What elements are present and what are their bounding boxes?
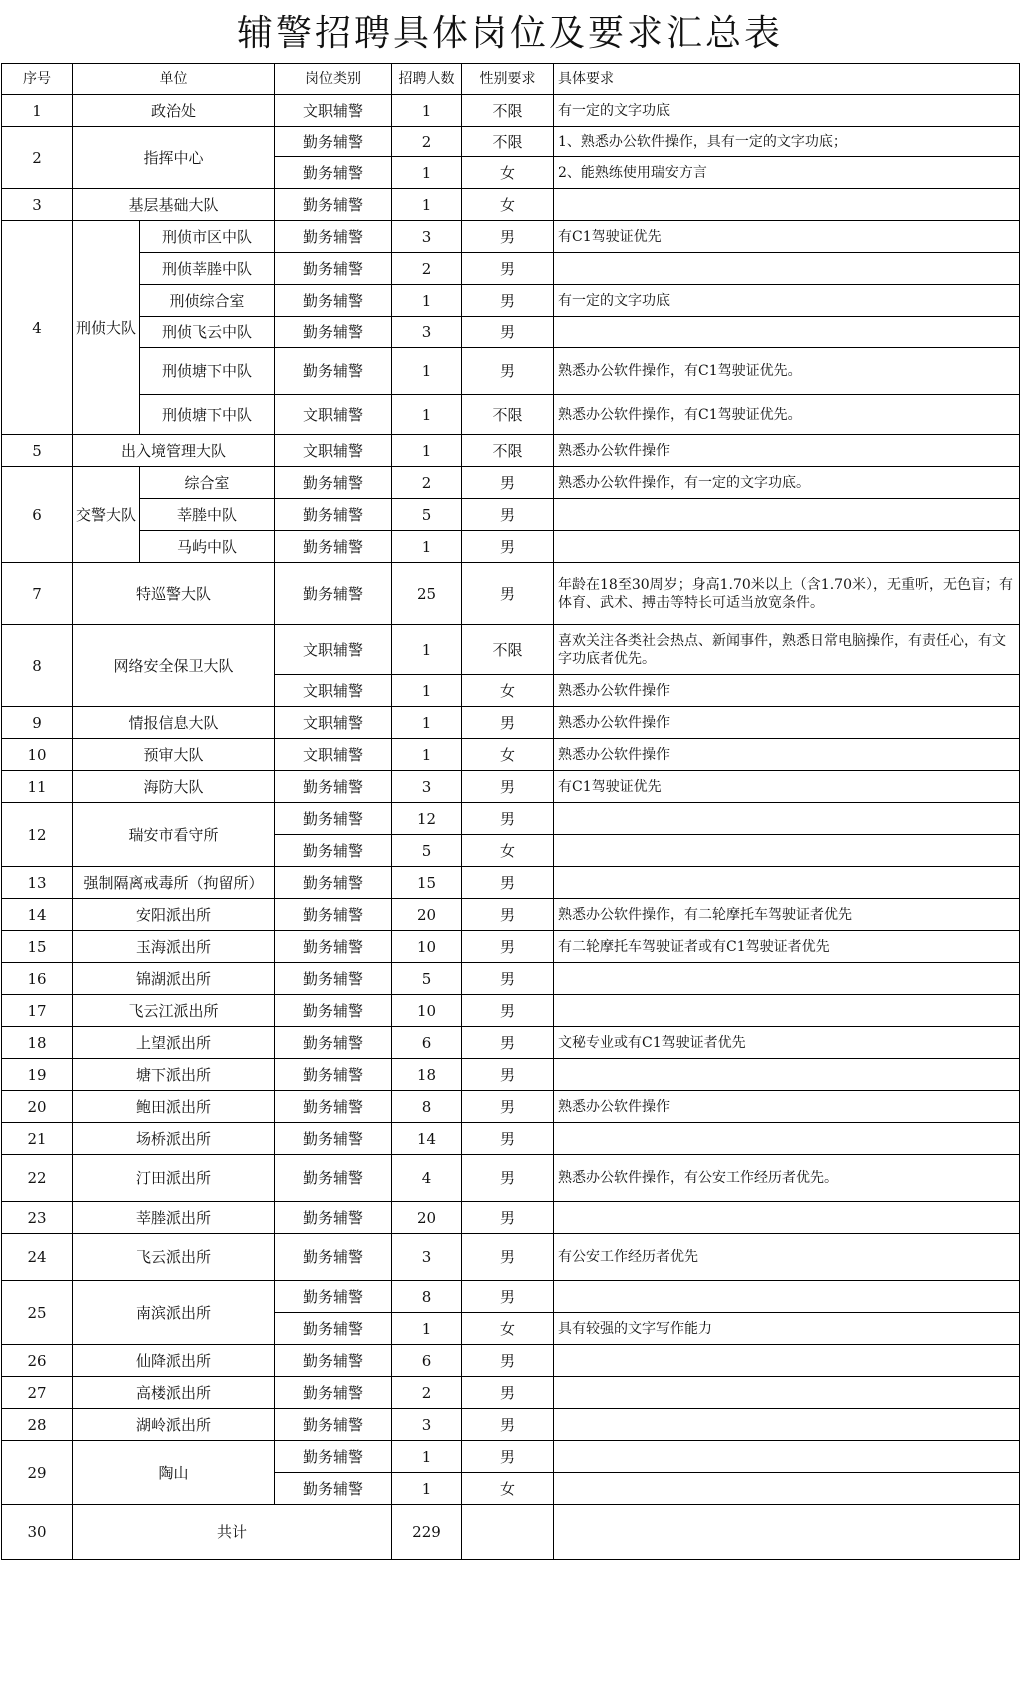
row-no: 26 bbox=[2, 1345, 73, 1377]
gender-requirement: 女 bbox=[462, 157, 554, 189]
table-row bbox=[2, 499, 1020, 531]
specific-requirement: 熟悉办公软件操作 bbox=[554, 739, 1020, 771]
specific-requirement: 2、能熟练使用瑞安方言 bbox=[554, 157, 1020, 189]
table-row bbox=[2, 867, 1020, 899]
recruit-count: 1 bbox=[392, 675, 462, 707]
position-type: 勤务辅警 bbox=[275, 348, 392, 395]
row-no: 9 bbox=[2, 707, 73, 739]
unit-name: 飞云派出所 bbox=[73, 1234, 275, 1281]
recruit-count: 5 bbox=[392, 499, 462, 531]
recruit-count: 2 bbox=[392, 253, 462, 285]
table-row bbox=[2, 1234, 1020, 1281]
position-type: 勤务辅警 bbox=[275, 1409, 392, 1441]
gender-requirement: 男 bbox=[462, 467, 554, 499]
subunit-name: 刑侦塘下中队 bbox=[140, 395, 275, 435]
subunit-name: 综合室 bbox=[140, 467, 275, 499]
table-row bbox=[2, 563, 1020, 625]
recruit-count: 8 bbox=[392, 1281, 462, 1313]
specific-requirement: 熟悉办公软件操作 bbox=[554, 675, 1020, 707]
empty-cell bbox=[462, 1505, 554, 1560]
recruit-count: 1 bbox=[392, 625, 462, 675]
table-row bbox=[2, 189, 1020, 221]
gender-requirement: 男 bbox=[462, 1441, 554, 1473]
position-type: 勤务辅警 bbox=[275, 1155, 392, 1202]
recruit-count: 20 bbox=[392, 1202, 462, 1234]
table-row bbox=[2, 1155, 1020, 1202]
specific-requirement: 具有较强的文字写作能力 bbox=[554, 1313, 1020, 1345]
row-no: 2 bbox=[2, 127, 73, 189]
specific-requirement bbox=[554, 1345, 1020, 1377]
recruit-count: 1 bbox=[392, 285, 462, 317]
position-type: 勤务辅警 bbox=[275, 867, 392, 899]
recruit-count: 14 bbox=[392, 1123, 462, 1155]
recruit-count: 3 bbox=[392, 1234, 462, 1281]
recruit-count: 20 bbox=[392, 899, 462, 931]
row-no: 28 bbox=[2, 1409, 73, 1441]
position-type: 勤务辅警 bbox=[275, 1377, 392, 1409]
specific-requirement: 有一定的文字功底 bbox=[554, 285, 1020, 317]
position-type: 勤务辅警 bbox=[275, 499, 392, 531]
recruit-count: 2 bbox=[392, 1377, 462, 1409]
subunit-name: 刑侦飞云中队 bbox=[140, 317, 275, 348]
gender-requirement: 男 bbox=[462, 221, 554, 253]
table-row bbox=[2, 253, 1020, 285]
position-type: 勤务辅警 bbox=[275, 221, 392, 253]
table-row bbox=[2, 771, 1020, 803]
gender-requirement: 男 bbox=[462, 253, 554, 285]
table-row bbox=[2, 995, 1020, 1027]
specific-requirement bbox=[554, 867, 1020, 899]
specific-requirement bbox=[554, 317, 1020, 348]
row-no: 6 bbox=[2, 467, 73, 563]
specific-requirement: 有二轮摩托车驾驶证者或有C1驾驶证者优先 bbox=[554, 931, 1020, 963]
row-no: 30 bbox=[2, 1505, 73, 1560]
unit-name: 海防大队 bbox=[73, 771, 275, 803]
gender-requirement: 男 bbox=[462, 348, 554, 395]
position-type: 勤务辅警 bbox=[275, 1234, 392, 1281]
row-no: 27 bbox=[2, 1377, 73, 1409]
gender-requirement: 男 bbox=[462, 285, 554, 317]
subunit-name: 刑侦塘下中队 bbox=[140, 348, 275, 395]
recruit-count: 4 bbox=[392, 1155, 462, 1202]
row-no: 20 bbox=[2, 1091, 73, 1123]
position-type: 勤务辅警 bbox=[275, 1313, 392, 1345]
position-type: 勤务辅警 bbox=[275, 803, 392, 835]
specific-requirement bbox=[554, 995, 1020, 1027]
table-row bbox=[2, 1091, 1020, 1123]
recruit-count: 2 bbox=[392, 467, 462, 499]
subunit-name: 刑侦莘塍中队 bbox=[140, 253, 275, 285]
table-row bbox=[2, 1441, 1020, 1473]
specific-requirement bbox=[554, 253, 1020, 285]
position-type: 勤务辅警 bbox=[275, 157, 392, 189]
table-row bbox=[2, 1281, 1020, 1313]
recruit-count: 25 bbox=[392, 563, 462, 625]
row-no: 16 bbox=[2, 963, 73, 995]
row-no: 13 bbox=[2, 867, 73, 899]
recruit-count: 2 bbox=[392, 127, 462, 157]
specific-requirement bbox=[554, 531, 1020, 563]
recruit-count: 3 bbox=[392, 317, 462, 348]
position-type: 勤务辅警 bbox=[275, 835, 392, 867]
unit-name: 上望派出所 bbox=[73, 1027, 275, 1059]
position-type: 勤务辅警 bbox=[275, 995, 392, 1027]
gender-requirement: 不限 bbox=[462, 95, 554, 127]
gender-requirement: 男 bbox=[462, 1345, 554, 1377]
recruit-count: 3 bbox=[392, 1409, 462, 1441]
table-row bbox=[2, 963, 1020, 995]
specific-requirement bbox=[554, 189, 1020, 221]
position-type: 勤务辅警 bbox=[275, 127, 392, 157]
recruit-count: 12 bbox=[392, 803, 462, 835]
position-type: 勤务辅警 bbox=[275, 1202, 392, 1234]
position-type: 文职辅警 bbox=[275, 625, 392, 675]
header-count: 招聘人数 bbox=[392, 64, 462, 95]
gender-requirement: 男 bbox=[462, 707, 554, 739]
gender-requirement: 男 bbox=[462, 867, 554, 899]
gender-requirement: 男 bbox=[462, 1377, 554, 1409]
specific-requirement bbox=[554, 1409, 1020, 1441]
row-no: 3 bbox=[2, 189, 73, 221]
unit-name: 南滨派出所 bbox=[73, 1281, 275, 1345]
unit-name: 场桥派出所 bbox=[73, 1123, 275, 1155]
recruit-count: 1 bbox=[392, 157, 462, 189]
specific-requirement bbox=[554, 963, 1020, 995]
unit-name: 强制隔离戒毒所（拘留所） bbox=[73, 867, 275, 899]
row-no: 17 bbox=[2, 995, 73, 1027]
specific-requirement: 有一定的文字功底 bbox=[554, 95, 1020, 127]
specific-requirement: 喜欢关注各类社会热点、新闻事件，熟悉日常电脑操作，有责任心，有文字功底者优先。 bbox=[554, 625, 1020, 675]
specific-requirement: 熟悉办公软件操作，有C1驾驶证优先。 bbox=[554, 348, 1020, 395]
position-type: 文职辅警 bbox=[275, 435, 392, 467]
header-position-type: 岗位类别 bbox=[275, 64, 392, 95]
row-no: 25 bbox=[2, 1281, 73, 1345]
gender-requirement: 男 bbox=[462, 531, 554, 563]
row-no: 12 bbox=[2, 803, 73, 867]
unit-name: 政治处 bbox=[73, 95, 275, 127]
unit-name: 鲍田派出所 bbox=[73, 1091, 275, 1123]
recruit-count: 1 bbox=[392, 1473, 462, 1505]
subunit-name: 莘塍中队 bbox=[140, 499, 275, 531]
specific-requirement: 年龄在18至30周岁；身高1.70米以上（含1.70米），无重听，无色盲；有体育、武术、搏击等特长可适当放宽条件。 bbox=[554, 563, 1020, 625]
gender-requirement: 女 bbox=[462, 1313, 554, 1345]
unit-name: 网络安全保卫大队 bbox=[73, 625, 275, 707]
recruit-count: 1 bbox=[392, 739, 462, 771]
table-row bbox=[2, 1345, 1020, 1377]
recruit-count: 1 bbox=[392, 707, 462, 739]
recruit-count: 8 bbox=[392, 1091, 462, 1123]
gender-requirement: 男 bbox=[462, 1234, 554, 1281]
gender-requirement: 男 bbox=[462, 1027, 554, 1059]
recruit-count: 5 bbox=[392, 835, 462, 867]
recruit-count: 6 bbox=[392, 1027, 462, 1059]
row-no: 22 bbox=[2, 1155, 73, 1202]
gender-requirement: 男 bbox=[462, 963, 554, 995]
gender-requirement: 男 bbox=[462, 995, 554, 1027]
table-header-row bbox=[2, 64, 1020, 95]
specific-requirement: 熟悉办公软件操作，有公安工作经历者优先。 bbox=[554, 1155, 1020, 1202]
specific-requirement: 熟悉办公软件操作 bbox=[554, 1091, 1020, 1123]
row-no: 24 bbox=[2, 1234, 73, 1281]
unit-name: 预审大队 bbox=[73, 739, 275, 771]
row-no: 10 bbox=[2, 739, 73, 771]
unit-name: 锦湖派出所 bbox=[73, 963, 275, 995]
row-no: 5 bbox=[2, 435, 73, 467]
row-no: 7 bbox=[2, 563, 73, 625]
specific-requirement: 有C1驾驶证优先 bbox=[554, 771, 1020, 803]
gender-requirement: 女 bbox=[462, 739, 554, 771]
specific-requirement bbox=[554, 1441, 1020, 1473]
position-type: 勤务辅警 bbox=[275, 1027, 392, 1059]
recruit-count: 10 bbox=[392, 995, 462, 1027]
row-no: 4 bbox=[2, 221, 73, 435]
gender-requirement: 男 bbox=[462, 931, 554, 963]
unit-name: 情报信息大队 bbox=[73, 707, 275, 739]
table-row bbox=[2, 348, 1020, 395]
table-row bbox=[2, 531, 1020, 563]
table-row bbox=[2, 1202, 1020, 1234]
specific-requirement: 熟悉办公软件操作 bbox=[554, 435, 1020, 467]
specific-requirement bbox=[554, 1281, 1020, 1313]
recruit-count: 1 bbox=[392, 1313, 462, 1345]
table-row bbox=[2, 707, 1020, 739]
specific-requirement bbox=[554, 803, 1020, 835]
table-row bbox=[2, 1123, 1020, 1155]
header-no: 序号 bbox=[2, 64, 73, 95]
gender-requirement: 男 bbox=[462, 1155, 554, 1202]
header-requirements: 具体要求 bbox=[554, 64, 1020, 95]
gender-requirement: 男 bbox=[462, 1059, 554, 1091]
table-row bbox=[2, 467, 1020, 499]
table-row bbox=[2, 95, 1020, 127]
specific-requirement: 1、熟悉办公软件操作，具有一定的文字功底； bbox=[554, 127, 1020, 157]
position-type: 文职辅警 bbox=[275, 675, 392, 707]
unit-name: 仙降派出所 bbox=[73, 1345, 275, 1377]
table-row bbox=[2, 1059, 1020, 1091]
table-row bbox=[2, 317, 1020, 348]
unit-name: 莘塍派出所 bbox=[73, 1202, 275, 1234]
recruit-count: 18 bbox=[392, 1059, 462, 1091]
gender-requirement: 不限 bbox=[462, 435, 554, 467]
subunit-name: 刑侦市区中队 bbox=[140, 221, 275, 253]
specific-requirement bbox=[554, 835, 1020, 867]
position-type: 勤务辅警 bbox=[275, 1441, 392, 1473]
position-type: 文职辅警 bbox=[275, 707, 392, 739]
table-row bbox=[2, 1027, 1020, 1059]
recruitment-table bbox=[1, 63, 1020, 1560]
header-gender: 性别要求 bbox=[462, 64, 554, 95]
specific-requirement bbox=[554, 1123, 1020, 1155]
unit-name: 特巡警大队 bbox=[73, 563, 275, 625]
row-no: 11 bbox=[2, 771, 73, 803]
position-type: 勤务辅警 bbox=[275, 899, 392, 931]
position-type: 勤务辅警 bbox=[275, 1123, 392, 1155]
row-no: 23 bbox=[2, 1202, 73, 1234]
position-type: 文职辅警 bbox=[275, 739, 392, 771]
header-unit: 单位 bbox=[73, 64, 275, 95]
specific-requirement: 熟悉办公软件操作，有二轮摩托车驾驶证者优先 bbox=[554, 899, 1020, 931]
row-no: 14 bbox=[2, 899, 73, 931]
position-type: 勤务辅警 bbox=[275, 1091, 392, 1123]
total-count: 229 bbox=[392, 1505, 462, 1560]
recruit-count: 3 bbox=[392, 771, 462, 803]
table-row bbox=[2, 899, 1020, 931]
unit-name: 飞云江派出所 bbox=[73, 995, 275, 1027]
unit-name: 玉海派出所 bbox=[73, 931, 275, 963]
recruit-count: 15 bbox=[392, 867, 462, 899]
subunit-name: 马屿中队 bbox=[140, 531, 275, 563]
position-type: 勤务辅警 bbox=[275, 1059, 392, 1091]
row-no: 21 bbox=[2, 1123, 73, 1155]
gender-requirement: 不限 bbox=[462, 127, 554, 157]
position-type: 勤务辅警 bbox=[275, 467, 392, 499]
empty-cell bbox=[554, 1505, 1020, 1560]
recruit-count: 1 bbox=[392, 348, 462, 395]
recruit-count: 10 bbox=[392, 931, 462, 963]
position-type: 勤务辅警 bbox=[275, 1473, 392, 1505]
recruit-count: 1 bbox=[392, 189, 462, 221]
position-type: 勤务辅警 bbox=[275, 317, 392, 348]
gender-requirement: 男 bbox=[462, 1281, 554, 1313]
unit-name: 刑侦大队 bbox=[73, 221, 140, 435]
recruit-count: 6 bbox=[392, 1345, 462, 1377]
specific-requirement: 有C1驾驶证优先 bbox=[554, 221, 1020, 253]
position-type: 勤务辅警 bbox=[275, 285, 392, 317]
recruit-count: 5 bbox=[392, 963, 462, 995]
gender-requirement: 男 bbox=[462, 771, 554, 803]
total-row bbox=[2, 1505, 1020, 1560]
gender-requirement: 男 bbox=[462, 899, 554, 931]
unit-name: 基层基础大队 bbox=[73, 189, 275, 221]
unit-name: 交警大队 bbox=[73, 467, 140, 563]
table-row bbox=[2, 803, 1020, 835]
unit-name: 高楼派出所 bbox=[73, 1377, 275, 1409]
table-row bbox=[2, 625, 1020, 675]
specific-requirement: 熟悉办公软件操作，有一定的文字功底。 bbox=[554, 467, 1020, 499]
gender-requirement: 男 bbox=[462, 1409, 554, 1441]
position-type: 勤务辅警 bbox=[275, 531, 392, 563]
unit-name: 指挥中心 bbox=[73, 127, 275, 189]
table-row bbox=[2, 1377, 1020, 1409]
gender-requirement: 女 bbox=[462, 835, 554, 867]
specific-requirement: 熟悉办公软件操作 bbox=[554, 707, 1020, 739]
specific-requirement bbox=[554, 499, 1020, 531]
specific-requirement bbox=[554, 1377, 1020, 1409]
gender-requirement: 不限 bbox=[462, 625, 554, 675]
specific-requirement: 文秘专业或有C1驾驶证者优先 bbox=[554, 1027, 1020, 1059]
position-type: 文职辅警 bbox=[275, 95, 392, 127]
table-row bbox=[2, 435, 1020, 467]
unit-name: 汀田派出所 bbox=[73, 1155, 275, 1202]
specific-requirement: 有公安工作经历者优先 bbox=[554, 1234, 1020, 1281]
specific-requirement: 熟悉办公软件操作，有C1驾驶证优先。 bbox=[554, 395, 1020, 435]
recruit-count: 1 bbox=[392, 395, 462, 435]
recruit-count: 1 bbox=[392, 1441, 462, 1473]
subunit-name: 刑侦综合室 bbox=[140, 285, 275, 317]
table-row bbox=[2, 931, 1020, 963]
gender-requirement: 男 bbox=[462, 1202, 554, 1234]
gender-requirement: 女 bbox=[462, 675, 554, 707]
row-no: 19 bbox=[2, 1059, 73, 1091]
unit-name: 出入境管理大队 bbox=[73, 435, 275, 467]
row-no: 18 bbox=[2, 1027, 73, 1059]
recruit-count: 1 bbox=[392, 95, 462, 127]
total-label: 共计 bbox=[73, 1505, 392, 1560]
unit-name: 湖岭派出所 bbox=[73, 1409, 275, 1441]
recruit-count: 1 bbox=[392, 531, 462, 563]
unit-name: 瑞安市看守所 bbox=[73, 803, 275, 867]
gender-requirement: 男 bbox=[462, 563, 554, 625]
specific-requirement bbox=[554, 1059, 1020, 1091]
specific-requirement bbox=[554, 1473, 1020, 1505]
gender-requirement: 不限 bbox=[462, 395, 554, 435]
gender-requirement: 男 bbox=[462, 803, 554, 835]
row-no: 8 bbox=[2, 625, 73, 707]
position-type: 文职辅警 bbox=[275, 395, 392, 435]
page-title: 辅警招聘具体岗位及要求汇总表 bbox=[236, 12, 783, 54]
position-type: 勤务辅警 bbox=[275, 931, 392, 963]
recruit-count: 1 bbox=[392, 435, 462, 467]
position-type: 勤务辅警 bbox=[275, 253, 392, 285]
gender-requirement: 女 bbox=[462, 1473, 554, 1505]
table-row bbox=[2, 285, 1020, 317]
gender-requirement: 男 bbox=[462, 1091, 554, 1123]
unit-name: 安阳派出所 bbox=[73, 899, 275, 931]
unit-name: 陶山 bbox=[73, 1441, 275, 1505]
position-type: 勤务辅警 bbox=[275, 1281, 392, 1313]
gender-requirement: 男 bbox=[462, 499, 554, 531]
table-row bbox=[2, 395, 1020, 435]
recruit-count: 3 bbox=[392, 221, 462, 253]
table-row bbox=[2, 127, 1020, 157]
unit-name: 塘下派出所 bbox=[73, 1059, 275, 1091]
specific-requirement bbox=[554, 1202, 1020, 1234]
table-row bbox=[2, 1409, 1020, 1441]
position-type: 勤务辅警 bbox=[275, 963, 392, 995]
gender-requirement: 男 bbox=[462, 317, 554, 348]
row-no: 1 bbox=[2, 95, 73, 127]
table-row bbox=[2, 221, 1020, 253]
row-no: 15 bbox=[2, 931, 73, 963]
position-type: 勤务辅警 bbox=[275, 563, 392, 625]
position-type: 勤务辅警 bbox=[275, 189, 392, 221]
row-no: 29 bbox=[2, 1441, 73, 1505]
position-type: 勤务辅警 bbox=[275, 771, 392, 803]
gender-requirement: 女 bbox=[462, 189, 554, 221]
table-row bbox=[2, 739, 1020, 771]
gender-requirement: 男 bbox=[462, 1123, 554, 1155]
position-type: 勤务辅警 bbox=[275, 1345, 392, 1377]
